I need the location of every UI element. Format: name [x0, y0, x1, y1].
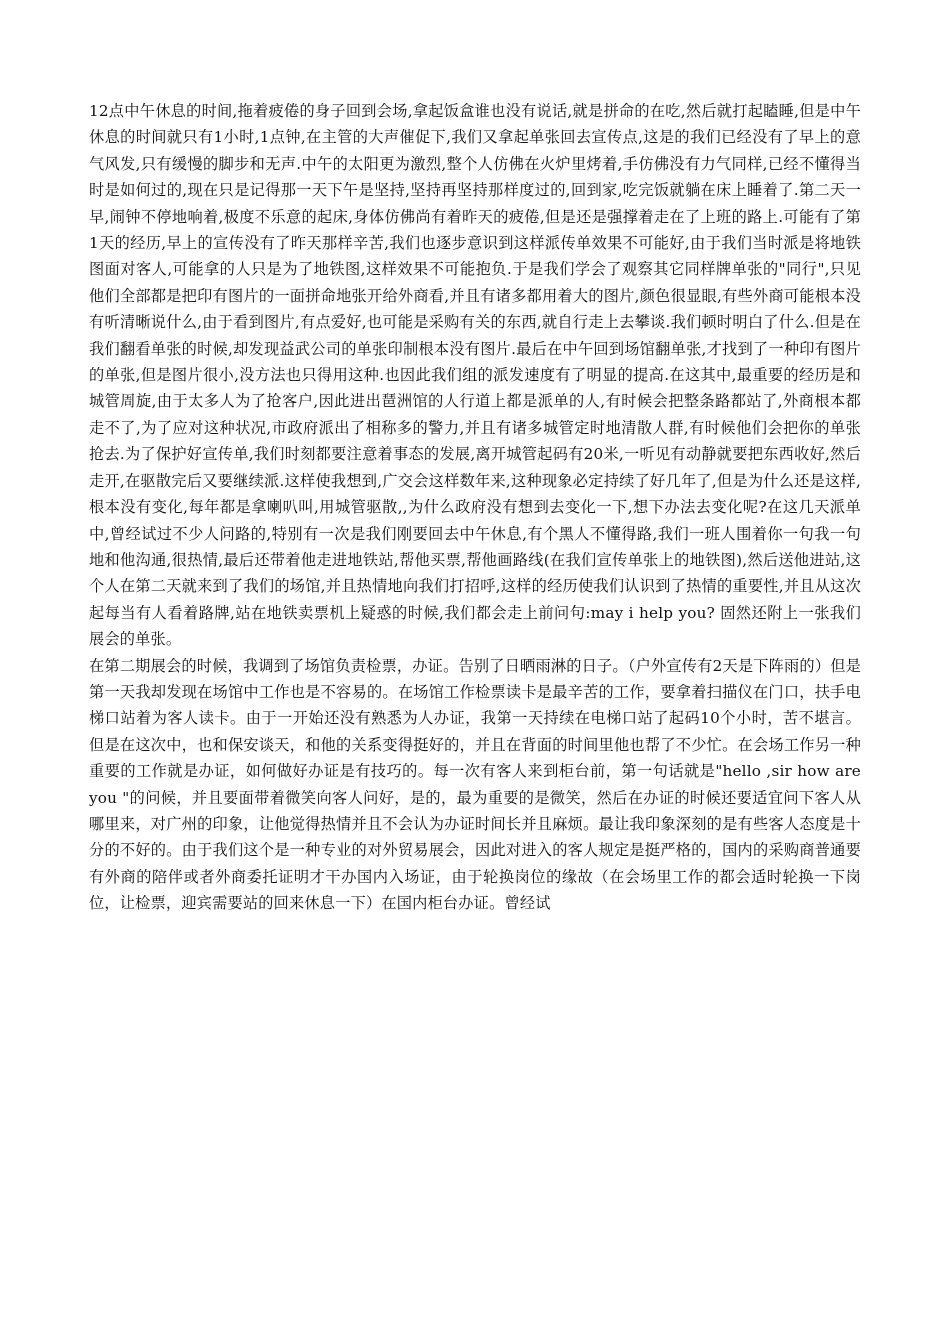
- document-body: [89, 98, 861, 917]
- paragraph-2: 在第二期展会的时候，我调到了场馆负责检票，办证。告别了日晒雨淋的日子。（户外宣传有2天是下阵雨的）但是第一天我却发现在场馆中工作也是不容易的。在场馆工作检票读卡是最辛苦的工作，要拿着扫描仪在门口，扶手电梯口站着为客人读卡。由于一开始还没有熟悉为人办证，我第一天持续在电梯口站了起码10个小时，苦不堪言。但是在这次中，也和保安谈天，和他的关系变得挺好的，并且在背面的时间里他也帮了不少忙。在会场工作另一种重要的工作就是办证，如何做好办证是有技巧的。每一次有客人来到柜台前，第一句话就是"hello ,sir how are you "的问候，并且要面带着微笑向客人问好，是的，最为重要的是微笑，然后在办证的时候还要适宜问下客人从哪里来，对广州的印象，让他觉得热情并且不会认为办证时间长并且麻烦。最让我印象深刻的是有些客人态度是十分的不好的。由于我们这个是一种专业的对外贸易展会，因此对进入的客人规定是挺严格的，国内的采购商普通要有外商的陪伴或者外商委托证明才干办国内入场证，由于轮换岗位的缘故（在会场里工作的都会适时轮换一下岗位，让检票，迎宾需要站的回来休息一下）在国内柜台办证。曾经试: [89, 656, 861, 913]
- paragraph-1: 12点中午休息的时间,拖着疲倦的身子回到会场,拿起饭盒谁也没有说话,就是拼命的在吃,然后就打起瞌睡,但是中午休息的时间就只有1小时,1点钟,在主管的大声催促下,我们又拿起单张回去宣传点,这是的我们已经没有了早上的意气风发,只有缓慢的脚步和无声.中午的太阳更为激烈,整个人仿佛在火炉里烤着,手仿佛没有力气同样,已经不懂得当时是如何过的,现在只是记得那一天下午是坚持,坚持再坚持那样度过的,回到家,吃完饭就躺在床上睡着了.第二天一早,闹钟不停地响着,极度不乐意的起床,身体仿佛尚有着昨天的疲倦,但是还是强撑着走在了上班的路上.可能有了第1天的经历,早上的宣传没有了昨天那样辛苦,我们也逐步意识到这样派传单效果不可能好,由于我们当时派是将地铁图面对客人,可能拿的人只是为了地铁图,这样效果不可能抱负.于是我们学会了观察其它同样牌单张的"同行",只见他们全部都是把印有图片的一面拼命地张开给外商看,并且有诸多都用着大的图片,颜色很显眼,有些外商可能根本没有听清晰说什么,由于看到图片,有点爱好,也可能是采购有关的东西,就自行走上去攀谈.我们顿时明白了什么.但是在我们翻看单张的时候,却发现益武公司的单张印制根本没有图片.最后在中午回到场馆翻单张,才找到了一种印有图片的单张,但是图片很小,没方法也只得用这种.也因此我们组的派发速度有了明显的提高.在这其中,最重要的经历是和城管周旋,由于太多人为了抢客户,因此进出琶洲馆的人行道上都是派单的人,有时候会把整条路都站了,外商根本都走不了,为了应对这种状况,市政府派出了相称多的警力,并且有诸多城管定时地清散人群,有时候他们会把你的单张抢去.为了保护好宣传单,我们时刻都要注意着事态的发展,离开城管起码有20米,一听见有动静就要把东西收好,然后走开,在驱散完后又要继续派.这样使我想到,广交会这样数年来,这种现象必定持续了好几年了,但是为什么还是这样,根本没有变化,每年都是拿喇叭叫,用城管驱散,,为什么政府没有想到去变化一下,想下办法去变化呢?在这几天派单中,曾经试过不少人问路的,特别有一次是我们刚要回去中午休息,有个黑人不懂得路,我们一班人围着你一句我一句地和他沟通,很热情,最后还带着他走进地铁站,帮他买票,帮他画路线(在我们宣传单张上的地铁图),然后送他进站,这个人在第二天就来到了我们的场馆,并且热情地向我们打招呼,这样的经历使我们认识到了热情的重要性,并且从这次起每当有人看着路牌,站在地铁卖票机上疑惑的时候,我们都会走上前问句:may i help you? 固然还附上一张我们展会的单张。: [89, 102, 861, 649]
